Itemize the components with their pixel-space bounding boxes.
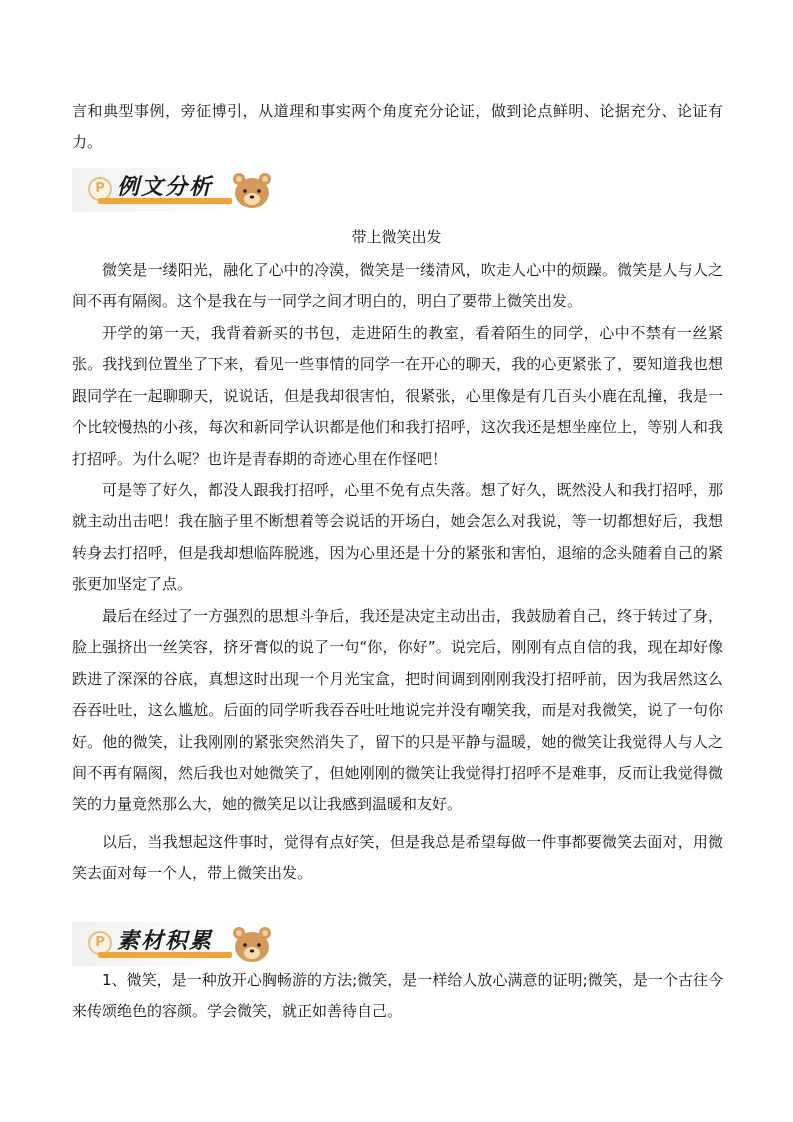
section-title-example: 例文分析 — [117, 175, 214, 200]
bear-icon — [230, 924, 274, 964]
essay-paragraph-3: 可是等了好久，都没人跟我打招呼，心里不免有点失落。想了好久，既然没人和我打招呼，那就主动出击吧！我在脑子里不断想着等会说话的开场白，她会怎么对我说，等一切都想好后，我想转身去打招呼，但是我却想临阵脱逃，因为心里还是十分的紧张和害怕，退缩的念头随着自己的紧张更加坚定了点。 — [72, 481, 723, 594]
essay-paragraph-2: 开学的第一天，我背着新买的书包，走进陌生的教室，看着陌生的同学，心中不禁有一丝紧张。我找到位置坐了下来，看见一些事情的同学一在开心的聊天，我的心更紧张了，要知道我也想跟同学在一起聊聊天，说说话，但是我却很害怕，很紧张，心里像是有几百头小鹿在乱撞，我是一个比较慢热的小孩，每次和新同学认识都是他们和我打招呼，这次我还是想坐座位上，等别人和我打招呼。为什么呢？也许是青春期的奇迹心里在作怪吧！ — [72, 324, 723, 468]
p-badge-icon: P — [88, 177, 112, 201]
essay-paragraph-5: 以后，当我想起这件事时，觉得有点好笑，但是我总是希望每做一件事都要微笑去面对，用微笑去面对每一个人，带上微笑出发。 — [72, 833, 723, 883]
essay-paragraph-1: 微笑是一缕阳光，融化了心中的冷漠，微笑是一缕清风，吹走人心中的烦躁。微笑是人与人之间不再有隔阂。这个是我在与一同学之间才明白的，明白了要带上微笑出发。 — [72, 261, 723, 311]
intro-paragraph-tail: 言和典型事例，旁征博引，从道理和事实两个角度充分论证，做到论点鲜明、论据充分、论证有力。 — [72, 102, 723, 152]
p-badge-icon: P — [88, 931, 112, 955]
section-banner-example — [72, 168, 296, 212]
essay-title: 带上微笑出发 — [351, 228, 442, 246]
material-item-1: 1、微笑，是一种放开心胸畅游的方法;微笑，是一样给人放心满意的证明;微笑，是一个古往今来传颂绝色的容颜。学会微笑，就正如善待自己。 — [72, 971, 723, 1021]
bear-icon — [230, 170, 274, 210]
section-title-material: 素材积累 — [117, 929, 214, 954]
section-banner-material — [72, 922, 296, 966]
essay-paragraph-4: 最后在经过了一方强烈的思想斗争后，我还是决定主动出击，我鼓励着自己，终于转过了身，脸上强挤出一丝笑容，挤牙膏似的说了一句“你，你好”。说完后，刚刚有点自信的我，现在却好像跌进了深深的谷底，真想这时出现一个月光宝盒，把时间调到刚刚我没打招呼前，因为我居然这么吞吞吐吐，这么尴尬。后面的同学听我吞吞吐吐地说完并没有嘲笑我，而是对我微笑，说了一句你好。他的微笑，让我刚刚的紧张突然消失了，留下的只是平静与温暖，她的微笑让我觉得人与人之间不再有隔阂，然后我也对她微笑了，但她刚刚的微笑让我觉得打招呼不是难事，反而让我觉得微笑的力量竟然那么大，她的微笑足以让我感到温暖和友好。 — [72, 607, 723, 814]
